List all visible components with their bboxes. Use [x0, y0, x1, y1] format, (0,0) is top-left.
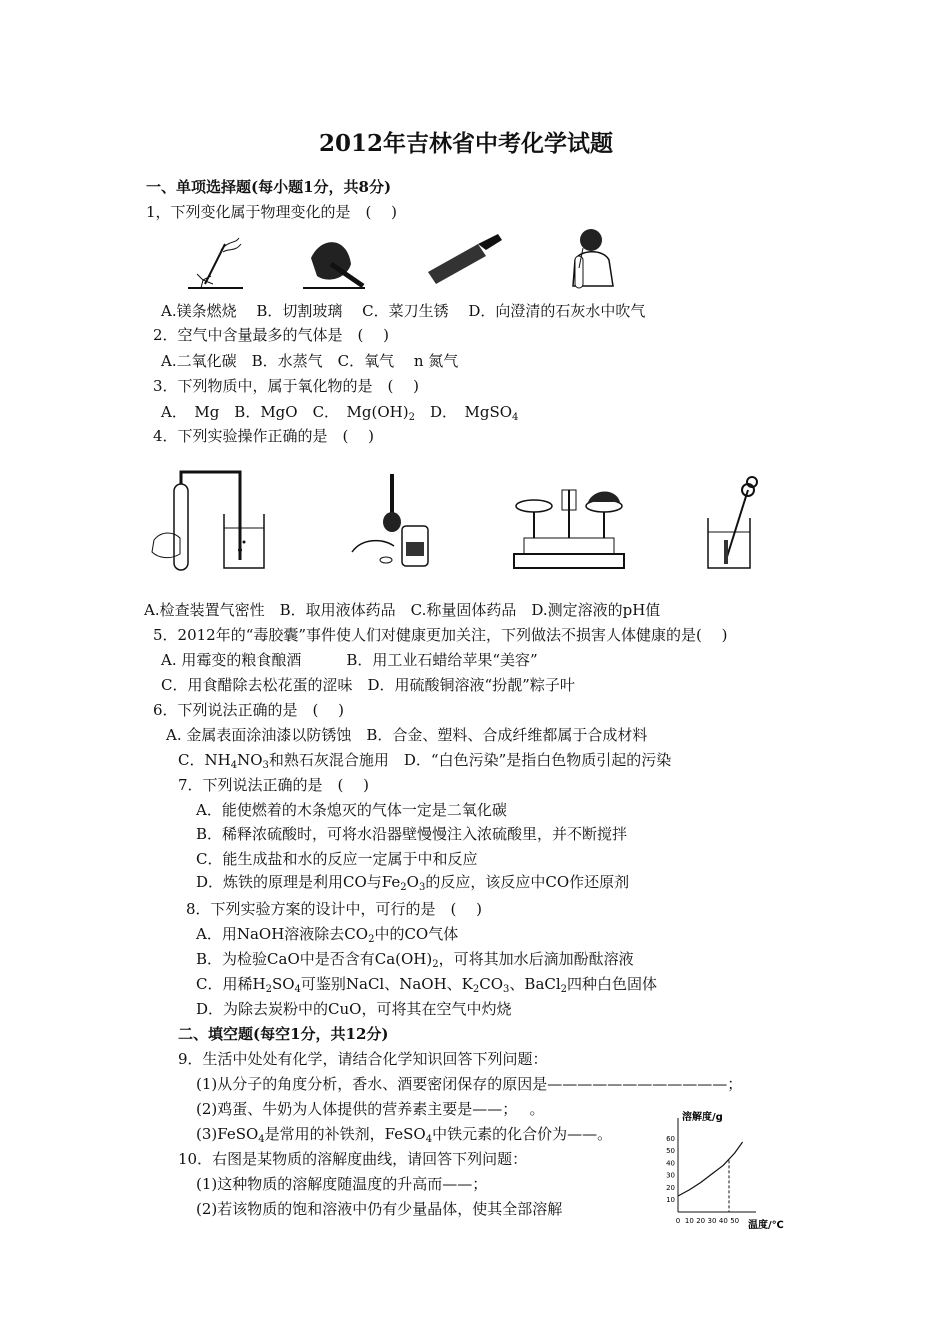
chart-y-label: 溶解度/g — [682, 1112, 723, 1123]
q10-part-1: (1)这种物质的溶解度随温度的升高而——； — [196, 1175, 488, 1193]
q9-part-3: (3)FeSO$_4$是常用的补铁剂，FeSO$_4$中铁元素的化合价为——。 — [196, 1125, 613, 1145]
cutting-glass-image — [303, 242, 365, 288]
q1-options: A.镁条燃烧 B．切割玻璃 C．菜刀生锈 D．向澄清的石灰水中吹气 — [161, 302, 646, 320]
q7-stem: 7．下列说法正确的是 ( ) — [178, 776, 370, 794]
q10-stem: 10．右图是某物质的溶解度曲线，请回答下列问题： — [178, 1150, 528, 1168]
balance-weighing-image — [514, 490, 624, 568]
q8-option-a: A．用NaOH溶液除去$CO_2$中的CO气体 — [196, 925, 459, 945]
q7-option-c: C．能生成盐和水的反应一定属于中和反应 — [196, 850, 478, 868]
q8-stem: 8．下列实验方案的设计中，可行的是 ( ) — [186, 900, 483, 918]
q6-stem: 6．下列说法正确的是 ( ) — [153, 701, 345, 719]
chart-y-tick-label: 50 — [666, 1147, 675, 1156]
q9-part-1: (1)从分子的角度分析，香水、酒要密闭保存的原因是————————————； — [196, 1075, 743, 1093]
chart-y-tick-label: 20 — [666, 1183, 675, 1192]
q7-option-a: A．能使燃着的木条熄灭的气体一定是二氧化碳 — [196, 801, 507, 819]
q1-images — [185, 228, 645, 294]
q8-option-c: C．用稀$H_2SO_4$可鉴别NaCl、NaOH、$K_2CO_3$、BaCl$_2$四种白色固体 — [196, 975, 658, 995]
chart-x-tick-label: 10 — [684, 1217, 694, 1225]
section-2-heading: 二、填空题(每空1分，共12分) — [178, 1025, 389, 1043]
solubility-chart — [660, 1108, 795, 1238]
chart-x-label: 温度/℃ — [748, 1220, 784, 1231]
q9-stem: 9．生活中处处有化学，请结合化学知识回答下列问题： — [178, 1050, 548, 1068]
chart-x-tick-label: 50 — [730, 1217, 740, 1225]
solubility-curve — [678, 1142, 743, 1196]
q7-option-d: D．炼铁的原理是利用CO与$Fe_2O_3$的反应，该反应中CO作还原剂 — [196, 873, 630, 893]
chart-x-tick-label: 30 — [707, 1217, 717, 1225]
q9-part-2: (2)鸡蛋、牛奶为人体提供的营养素主要是——； 。 — [196, 1100, 545, 1118]
q8-option-d: D．为除去炭粉中的CuO，可将其在空气中灼烧 — [196, 1000, 512, 1018]
magnesium-burning-image — [188, 238, 243, 288]
dropper-liquid-image — [352, 474, 428, 566]
q3-stem: 3．下列物质中，属于氧化物的是 ( ) — [153, 377, 420, 395]
ph-measurement-image — [708, 477, 757, 568]
q2-stem: 2．空气中含量最多的气体是 ( ) — [153, 326, 390, 344]
chart-y-tick-label: 30 — [666, 1171, 675, 1180]
q5-options-ab: A. 用霉变的粮食酿酒 B．用工业石蜡给苹果“美容” — [161, 651, 538, 669]
chart-y-tick-label: 40 — [666, 1159, 675, 1168]
q6-options-ab: A. 金属表面涂油漆以防锈蚀 B．合金、塑料、合成纤维都属于合成材料 — [166, 726, 648, 744]
page-title: 2012年吉林省中考化学试题 — [319, 130, 614, 157]
q3-options: A． Mg B．MgO C． $Mg(OH)_2$ D． MgSO$_4$ — [161, 403, 519, 423]
blowing-into-limewater-image — [573, 229, 613, 288]
q4-stem: 4．下列实验操作正确的是 ( ) — [153, 427, 375, 445]
chart-x-tick-label: 20 — [696, 1217, 706, 1225]
q7-option-b: B．稀释浓硫酸时，可将水沿器壁慢慢注入浓硫酸里，并不断搅拌 — [196, 825, 628, 843]
section-1-heading: 一、单项选择题(每小题1分，共8分) — [146, 178, 392, 196]
chart-x-tick-label: 0 — [675, 1217, 681, 1225]
q10-part-2: (2)若该物质的饱和溶液中仍有少量晶体，使其全部溶解 — [196, 1200, 563, 1218]
rusting-knife-image — [428, 234, 502, 284]
q5-options-cd: C．用食醋除去松花蛋的涩味 D．用硫酸铜溶液“扮靓”粽子叶 — [161, 676, 575, 694]
q5-stem: 5．2012年的“毒胶囊”事件使人们对健康更加关注，下列做法不损害人体健康的是( ) — [153, 626, 728, 644]
q8-option-b: B．为检验CaO中是否含有$Ca(OH)_2$，可将其加水后滴加酚酞溶液 — [196, 950, 634, 970]
q4-images — [150, 470, 800, 580]
q4-options: A.检查装置气密性 B．取用液体药品 C.称量固体药品 D.测定溶液的pH值 — [144, 601, 661, 619]
q6-options-cd: C．$NH_4NO_3$和熟石灰混合施用 D．“白色污染”是指白色物质引起的污染 — [178, 751, 672, 771]
chart-y-tick-label: 60 — [666, 1134, 675, 1143]
chart-x-tick-label: 40 — [718, 1217, 728, 1225]
q1-stem: 1，下列变化属于物理变化的是 ( ) — [146, 203, 398, 221]
airtightness-check-image — [152, 472, 264, 570]
chart-y-tick-label: 10 — [666, 1196, 675, 1205]
q2-options: A.二氧化碳 B．水蒸气 C．氧气 n 氮气 — [161, 352, 459, 370]
